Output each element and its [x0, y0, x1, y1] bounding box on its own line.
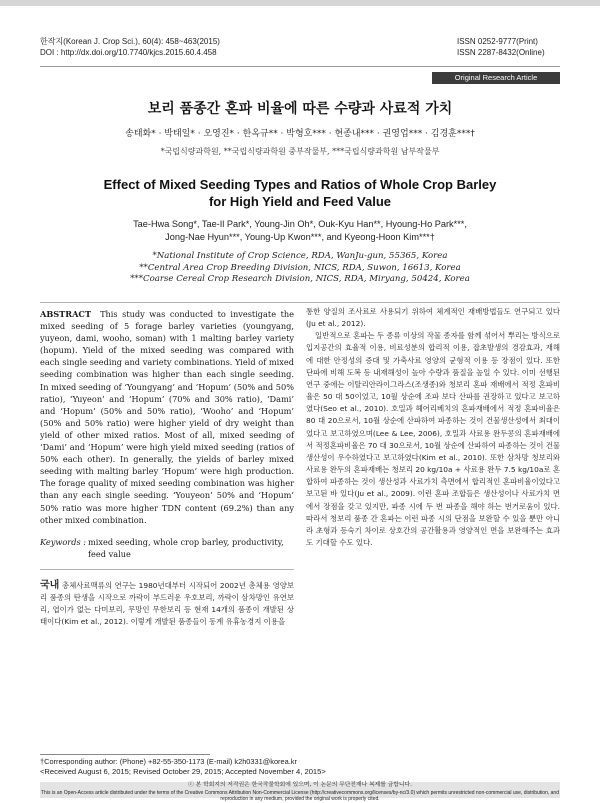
license-text: This is an Open-Access article distributed under the terms of the Creative Commons Attribution Non-Commercial License (http://creativecommons.org/licenses/by-nc/3.0) which permits unrestricted non-commercial use, distribution, and reproduction in any medium, provided the original work is properly cited. [41, 789, 559, 802]
korean-affiliations: *국립식량과학원, **국립식량과학원 중부작물부, ***국립식량과학원 남부작물부 [160, 147, 440, 156]
license-box [40, 782, 560, 802]
header-divider [40, 66, 560, 67]
korean-title: 보리 품종간 혼파 비율에 따른 수량과 사료적 가치 [147, 101, 453, 117]
english-authors [0, 218, 600, 244]
abstract-label: ABSTRACT [40, 309, 92, 319]
footnotes [40, 757, 326, 777]
intro-lead: 국내 [40, 579, 60, 591]
affiliation-line: ***Coarse Cereal Crop Research Division, NICS, RDA, Miryang, 50424, Korea [130, 274, 470, 284]
body-text [306, 306, 560, 549]
introduction [40, 580, 294, 629]
english-authors-line: Tae-Hwa Song*, Tae-Il Park*, Young-Jin Oh*, Ouk-Kyu Han**, Hyoung-Ho Park***, [133, 219, 467, 229]
journal-header [40, 36, 220, 58]
section-divider [40, 302, 560, 303]
keywords [40, 536, 294, 560]
body-paragraph: 통한 양질의 조사료로 사용되기 위하여 체계적인 재배방법들도 연구되고 있다(Ju et al., 2012). [306, 307, 560, 329]
keywords-label: Keywords : [40, 536, 87, 547]
right-column [306, 306, 560, 549]
english-title [0, 176, 600, 210]
korean-authors: 송태화* · 박태일* · 오영진* · 한옥규** · 박형호*** · 현종내*** · 권영업*** · 김경훈***† [125, 129, 475, 139]
keywords-text: mixed seeding, whole crop barley, productivity, feed value [88, 536, 284, 559]
copyright-notice: ⓒ 본 학회지의 저작권은 한국작물학회에 있으며, 이 논문의 무단전재나 복제를 금합니다. [188, 782, 412, 788]
corresponding-author: †Corresponding author: (Phone) +82-55-350-1173 (E-mail) k2h0331@korea.kr [40, 757, 297, 766]
body-paragraph: 일반적으로 혼파는 두 종류 이상의 작물 종자를 함께 섞어서 뿌리는 방식으로 입지공간의 효율적 이용, 비료성분의 합리적 이용, 잡초발생의 경감효과, 재해에 대한 안정성의 증대 및 가축사료 영양의 균형적 이용 등 장점이 있다. 또한 단파에 비해 도복 등 내재해성이 높아 수량과 품질을 높일 수 있다. 이미 선행된 연구 중에는 이탈리안라이그라스(조생종)와 청보리 혼파 재배에서 적정 혼파비율은 50 대 50이었고, 10월 상순에 조파 보다 산파를 권장하고 있다고 보고하였다(Seo et al., 2010). 호밀과 헤어리베치의 혼파재배에서 적정 혼파비율은 80 대 20으로서, 10월 상순에 산파하여 파종하는 것이 건물생산성에서 최대이었다고 보고하였으며(Lee & Lee, 2006), 호밀과 사료용 완두콩의 혼파재배에서 적정혼파비율은 70 대 30으로서, 10월 상순에 산파하여 파종하는 것이 건물생산성이 우수하였다고 보고하였다(Kim et al., 2010). 또한 삼차망 청보리와 사료용 완두의 혼파재배는 청보리 20 kg/10a + 사료용 완두 7.5 kg/10a로 혼합하여 파종하는 것이 생산성과 사료가치 측면에서 합리적인 혼파비율이었다고 보고된 바 있다(Ju et al., 2009). 이런 혼파 조합들은 생산성이나 사료가치 면에서 장점을 갖고 있지만, 파종 시에 두 번 파종을 해야 하는 번거로움이 있다. 따라서 청보리 품종 간 혼파는 이런 파종 시의 단점을 보완할 수 있을 뿐만 아니라 초형과 등숙기 차이로 상호간의 공간활용과 영양적인 면을 보완해주는 효과도 기대할 수도 있다. [306, 331, 560, 547]
english-title-line: for High Yield and Feed Value [208, 194, 392, 209]
issn-block [457, 36, 545, 58]
issn-print: ISSN 0252-9777(Print) [457, 37, 538, 46]
top-bar [0, 0, 600, 6]
abstract [40, 308, 294, 526]
journal-citation: 한작지(Korean J. Crop Sci.), 60(4): 458~463(2015) [40, 37, 220, 46]
intro-paragraph [40, 580, 294, 629]
issn-online: ISSN 2287-8432(Online) [457, 48, 545, 57]
english-authors-line: Jong-Nae Hyun***, Young-Up Kwon***, and Kyeong-Hoon Kim***† [165, 232, 435, 242]
received-dates: <Received August 6, 2015; Revised October 29, 2015; Accepted November 4, 2015> [40, 767, 326, 776]
article-type-ribbon: Original Research Article [432, 72, 560, 84]
affiliation-line: **Central Area Crop Breeding Division, NICS, RDA, Suwon, 16613, Korea [139, 262, 461, 273]
left-column [40, 308, 294, 628]
intro-text: 총체사료맥류의 연구는 1980년대부터 시작되어 2002년 총체용 영양보리 품종의 탄생을 시작으로 까락이 부드러운 우호보리, 까락이 삼차망인 유연보리, 엽이가 없는 다미보리, 무망인 무한보리 등 현재 14개의 품종이 개발된 상태이다(Kim et al., 2012). 이렇게 개발된 품종들이 동계 유휴농경지 이용을 [40, 580, 294, 627]
footnote-divider [40, 754, 210, 755]
affiliation-line: *National Institute of Crop Science, RDA, WanJu-gun, 55365, Korea [152, 251, 448, 261]
abstract-text: This study was conducted to investigate the mixed seeding of 5 forage barley varieties (youngyang, yuyeon, dami, wooho, soman) with 1 malting barley variety (hopum). Yield of the mixed seeding was compared with each single seeding and variety combinations. Yield of mixed seeding combination was higher than each single seeding. In mixed seeding of ‘Youngyang’ and ‘Hopum’ (50% and 50% ratio), ‘Yuyeon’ and ‘Hopum’ (70% and 30% ratio), ‘Dami’ and ‘Hopum’ (50% and 50% ratio), ‘Wooho’ and ‘Hopum’ (50% and 50% ratio) were higher yield of dry weight than yield of other mixed ratios. Most of all, mixed seeding of ‘Dami’ and ‘Hopum’ were high yield mixed seeding (ratios of 50% each other). In generally, the yields of barley mixed seeding with malting barley ‘Hopum’ were high production. The forage quality of mixed seeding combination was higher than any each single seeding. ‘Youyeon’ 50% and ‘Hopum’ 50% ratio was more higher TDN content (69.2%) than any other mixed combination. [40, 309, 294, 525]
english-affiliations [0, 251, 600, 286]
english-title-line: Effect of Mixed Seeding Types and Ratios of Whole Crop Barley [103, 177, 497, 192]
keywords-divider [40, 569, 294, 570]
doi-line[interactable]: DOI : http://dx.doi.org/10.7740/kjcs.2015.60.4.458 [40, 48, 217, 57]
